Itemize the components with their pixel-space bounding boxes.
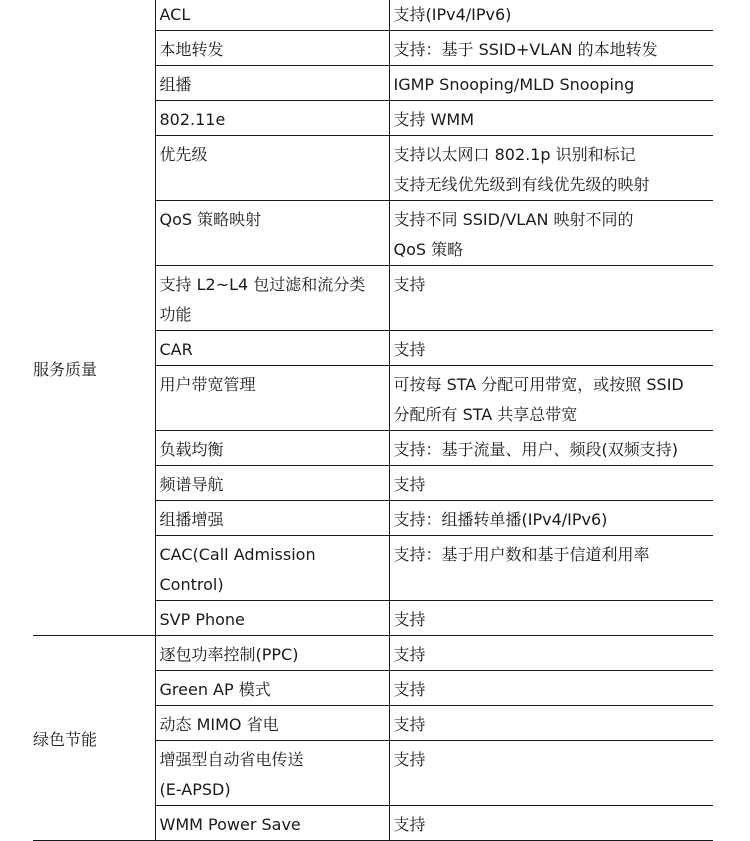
feature-text: 负载均衡 <box>159 440 224 459</box>
spec-table-body <box>33 0 713 841</box>
table-row <box>33 101 713 136</box>
value-text: 支持(IPv4/IPv6) <box>393 5 512 24</box>
feature-cell <box>155 31 389 66</box>
value-text: 支持不同 SSID/VLAN 映射不同的 <box>393 210 634 229</box>
value-text: 支持：基于 SSID+VLAN 的本地转发 <box>393 40 658 59</box>
feature-cell <box>155 671 389 706</box>
category-cell <box>33 636 155 841</box>
feature-text: 本地转发 <box>159 40 224 59</box>
feature-text: 功能 <box>159 305 192 324</box>
feature-text: QoS 策略映射 <box>159 210 262 229</box>
table-row <box>33 636 713 671</box>
value-text: 支持 <box>393 715 426 734</box>
value-cell <box>389 741 713 806</box>
value-cell <box>389 706 713 741</box>
value-cell <box>389 136 713 201</box>
feature-text: ACL <box>159 5 191 24</box>
feature-text: 组播 <box>159 75 192 94</box>
value-text: 支持 <box>393 275 426 294</box>
value-text: 支持 <box>393 750 426 769</box>
feature-cell <box>155 201 389 266</box>
feature-text: (E-APSD) <box>159 780 231 799</box>
value-text: 支持 <box>393 340 426 359</box>
feature-text: CAR <box>159 340 193 359</box>
feature-cell <box>155 331 389 366</box>
value-cell <box>389 266 713 331</box>
feature-cell <box>155 136 389 201</box>
value-text: 分配所有 STA 共享总带宽 <box>393 405 578 424</box>
feature-text: 802.11e <box>159 110 226 129</box>
feature-cell <box>155 366 389 431</box>
feature-cell <box>155 806 389 841</box>
feature-cell <box>155 101 389 136</box>
feature-text: WMM Power Save <box>159 815 301 834</box>
value-cell <box>389 501 713 536</box>
value-text: 支持无线优先级到有线优先级的映射 <box>393 175 650 194</box>
value-cell <box>389 201 713 266</box>
feature-text: CAC(Call Admission <box>159 545 316 564</box>
feature-text: 增强型自动省电传送 <box>159 750 304 769</box>
value-text: QoS 策略 <box>393 240 464 259</box>
feature-cell <box>155 466 389 501</box>
value-cell <box>389 431 713 466</box>
value-cell <box>389 66 713 101</box>
category-cell <box>33 101 155 636</box>
feature-cell <box>155 536 389 601</box>
value-cell <box>389 671 713 706</box>
feature-text: Green AP 模式 <box>159 680 271 699</box>
category-cell <box>33 0 155 101</box>
value-cell <box>389 366 713 431</box>
feature-text: 用户带宽管理 <box>159 375 256 394</box>
feature-text: 优先级 <box>159 145 208 164</box>
value-cell <box>389 636 713 671</box>
value-text: 支持：基于用户数和基于信道利用率 <box>393 545 650 564</box>
category-label: 绿色节能 <box>33 730 98 749</box>
feature-cell <box>155 266 389 331</box>
value-text: 支持 <box>393 815 426 834</box>
value-text: 支持 <box>393 610 426 629</box>
value-text: IGMP Snooping/MLD Snooping <box>393 75 635 94</box>
value-cell <box>389 601 713 636</box>
feature-text: Control) <box>159 575 224 594</box>
feature-text: 组播增强 <box>159 510 224 529</box>
feature-text: 支持 L2~L4 包过滤和流分类 <box>159 275 366 294</box>
feature-cell <box>155 636 389 671</box>
feature-cell <box>155 0 389 31</box>
feature-cell <box>155 706 389 741</box>
value-cell <box>389 466 713 501</box>
value-text: 支持 <box>393 680 426 699</box>
category-label: 服务质量 <box>33 359 98 379</box>
feature-cell <box>155 501 389 536</box>
value-cell <box>389 536 713 601</box>
value-text: 支持 <box>393 645 426 664</box>
feature-text: 逐包功率控制(PPC) <box>159 645 299 664</box>
feature-text: SVP Phone <box>159 610 245 629</box>
table-row <box>33 0 713 31</box>
value-cell <box>389 101 713 136</box>
value-cell <box>389 0 713 31</box>
value-text: 支持：组播转单播(IPv4/IPv6) <box>393 510 608 529</box>
value-text: 支持：基于流量、用户、频段(双频支持) <box>393 440 678 459</box>
value-text: 支持以太网口 802.1p 识别和标记 <box>393 145 636 164</box>
feature-cell <box>155 741 389 806</box>
feature-text: 动态 MIMO 省电 <box>159 715 279 734</box>
feature-cell <box>155 431 389 466</box>
value-cell <box>389 806 713 841</box>
feature-cell <box>155 601 389 636</box>
value-text: 支持 WMM <box>393 110 475 129</box>
feature-cell <box>155 66 389 101</box>
spec-table <box>33 0 713 841</box>
value-cell <box>389 331 713 366</box>
feature-text: 频谱导航 <box>159 475 224 494</box>
value-text: 可按每 STA 分配可用带宽，或按照 SSID <box>393 375 684 394</box>
value-text: 支持 <box>393 475 426 494</box>
value-cell <box>389 31 713 66</box>
